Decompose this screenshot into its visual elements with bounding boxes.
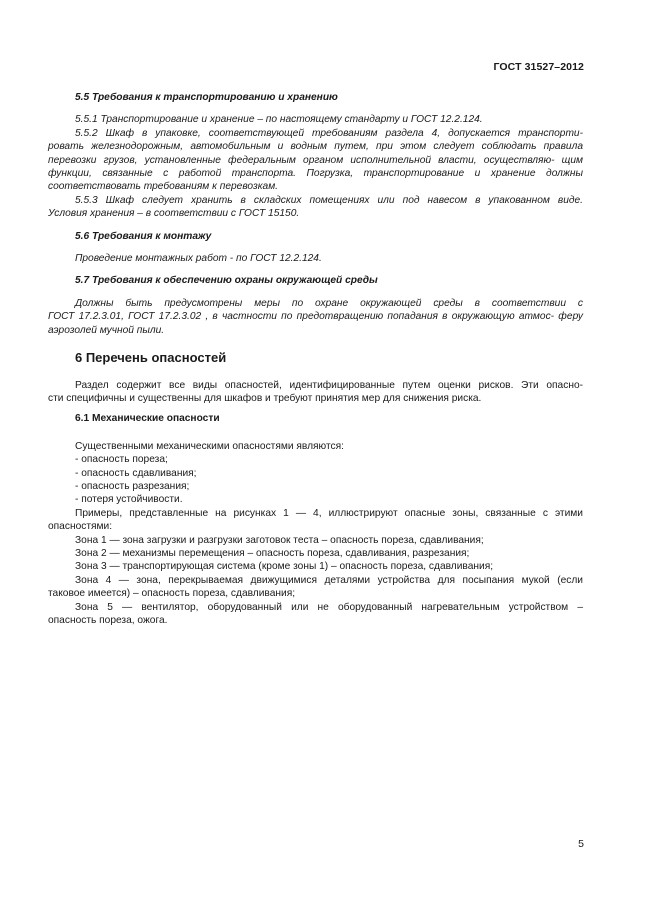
para-examples-first: Примеры, представленные на рисунках 1 — 4, иллюстрируют опасные зоны, связанные с этими — [75, 507, 583, 519]
section-6-title: 6 Перечень опасностей — [75, 350, 227, 366]
para-5-5-2-first: 5.5.2 Шкаф в упаковке, соответствующей требованиям раздела 4, допускается транспорти- — [75, 127, 583, 139]
hazard-item: - потеря устойчивости. — [75, 494, 183, 506]
zone-4-rest: таковое имеется) – опасность пореза, сдавливания; — [48, 588, 296, 600]
para-5-6: Проведение монтажных работ - по ГОСТ 12.2.124. — [75, 253, 322, 265]
page-number: 5 — [578, 838, 584, 850]
zone-5-rest: опасность пореза, ожога. — [48, 615, 168, 626]
section-5-7-title: 5.7 Требования к обеспечению охраны окружающей среды — [75, 275, 378, 287]
para-examples-rest: опасностями: — [48, 521, 113, 533]
section-5-6-title: 5.6 Требования к монтажу — [75, 230, 212, 242]
zone-2: Зона 2 — механизмы перемещения – опасность пореза, сдавливания, разрезания; — [75, 547, 470, 559]
zone-4-first: Зона 4 — зона, перекрываемая движущимися деталями устройства для посыпания мукой (если — [75, 574, 583, 586]
para-6-1-intro: Существенными механическими опасностями являются: — [75, 440, 344, 452]
zone-1: Зона 1 — зона загрузки и разгрузки заготовок теста – опасность пореза, сдавливания; — [75, 534, 484, 546]
para-5-5-2-rest: ровать железнодорожным, автомобильным и водным путем, при этом следует соблюдать правила перевозки грузов, установленные федеральным органом исполнительной власти, осуществляю- щим функции, связанные с работой транспорта. Погрузка, транспортирование и хранение должны соответствовать требованиям к перевозкам. — [48, 141, 583, 193]
hazard-item: - опасность пореза; — [75, 454, 168, 466]
para-6-rest: сти специфичны и существенны для шкафов и требуют принятия мер для снижения риска. — [48, 392, 482, 404]
hazard-item: - опасность разрезания; — [75, 480, 190, 492]
para-5-5-3-first: 5.5.3 Шкаф следует хранить в складских помещениях или под навесом в упакованном виде. — [75, 194, 583, 206]
para-6-first: Раздел содержит все виды опасностей, идентифицированные путем оценки рисков. Эти опасно- — [75, 379, 583, 391]
para-5-7-rest: ГОСТ 17.2.3.01, ГОСТ 17.2.3.02 , в частности по предотвращению попадания в окружающую атмос- феру аэрозолей мучной пыли. — [48, 311, 583, 336]
para-5-7-first: Должны быть предусмотрены меры по охране окружающей среды в соответствии с — [75, 297, 583, 309]
section-5-5-title: 5.5 Требования к транспортированию и хранению — [75, 92, 338, 103]
para-5-5-1: 5.5.1 Транспортирование и хранение – по настоящему стандарту и ГОСТ 12.2.124. — [75, 114, 483, 126]
zone-3: Зона 3 — транспортирующая система (кроме зоны 1) – опасность пореза, сдавливания; — [75, 561, 494, 573]
document-id: ГОСТ 31527–2012 — [493, 61, 584, 73]
page-content — [48, 91, 583, 627]
hazard-item: - опасность сдавливания; — [75, 467, 197, 479]
section-6-1-title: 6.1 Механические опасности — [75, 413, 220, 425]
zone-5-first: Зона 5 — вентилятор, оборудованный или не оборудованный нагревательным устройством – — [75, 601, 583, 613]
para-5-5-3-rest: Условия хранения – в соответствии с ГОСТ 15150. — [48, 208, 300, 220]
